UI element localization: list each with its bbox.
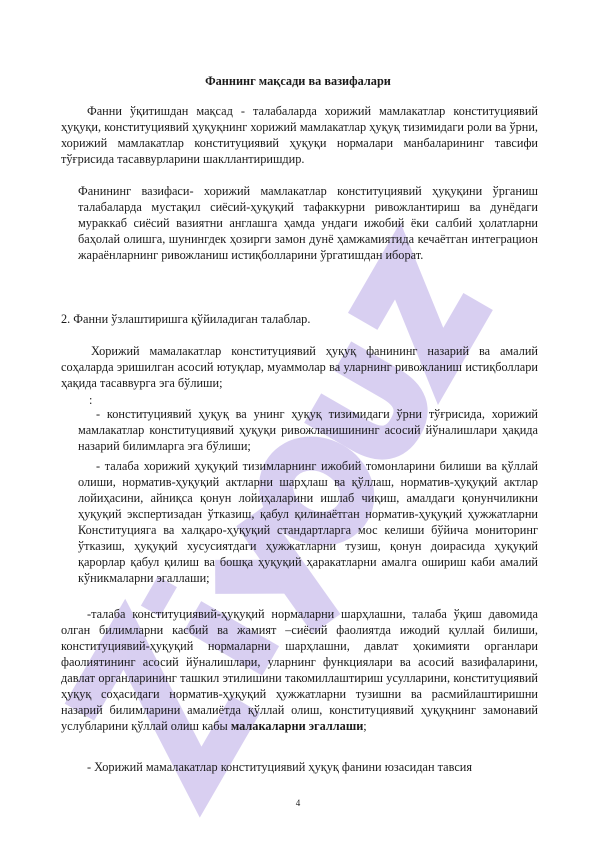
- paragraph-tasks: Фанининг вазифаси- хорижий мамлакатлар конституциявий ҳуқуқини ўрганиш талабаларда мустақил сиёсий-ҳуқуқий тафаккурни ривожлантириш ва дунёдаги мураккаб сиёсий вазиятни англашга ҳамда ундаги ижобий ёки салбий ҳолатларни баҳолай олишга, шунингдек ҳозирги замон дунё ҳамжамиятида кечаётган интеграцион жараёнларнинг ривожланиш истиқболларини ўргатишдан иборат.: [78, 184, 538, 262]
- requirements-intro: Хорижий мамалакатлар конституциявий ҳуқуқ фанининг назарий ва амалий соҳаларда эришилган асосий ютуқлар, муаммолар ва уларнинг ривожланиш истиқболлари ҳақида тасаввурга эга бўлиши;: [61, 344, 538, 390]
- requirement-item: [61, 606, 538, 734]
- requirement-item: - талаба хорижий ҳуқуқий тизимларнинг ижобий томонларини билиши ва қўллай олиши, норматив-ҳуқуқий актларни шарҳлаш ва қўллаш, норматив-ҳуқуқий актлар лойиҳасини, айниқса қонун лойиҳаларини ишлаб чиқиш, амалдаги қонунчиликни ҳуқуқий экспертизадан ўтказиш, қабул қилинаётган норматив-ҳуқуқий ҳужжатларни Конституцияга ва халқаро-ҳуқуқий стандартларга мос келиши бўйича мониторинг ўтказиш, ҳуқуқий хусусиятдаги ҳужжатларни тузиш, қонун доирасида ҳуқуқий қарорлар қабул қилиш ва бошқа ҳуқуқий ҳаракатларни амалга ошириш каби амалий кўникмаларни эгаллаши;: [78, 459, 538, 585]
- page-number: 4: [295, 798, 301, 808]
- requirement-end: ;: [363, 719, 367, 733]
- last-line: - Хорижий мамалакатлар конституциявий ҳуқуқ фанини юзасидан тавсия: [87, 760, 473, 774]
- page-title: Фаннинг мақсади ва вазифалари: [205, 74, 391, 88]
- colon-mark: :: [89, 393, 93, 407]
- requirement-item: - конституциявий ҳуқуқ ва унинг ҳуқуқ тизимидаги ўрни тўғрисида, хорижий мамлакатлар конституциявий ҳуқуқи ривожланишининг асосий йўналишлари ҳақида назарий билимларга эга бўлиши;: [78, 407, 538, 453]
- paragraph-goal: Фанни ўқитишдан мақсад - талабаларда хорижий мамлакатлар конституциявий ҳуқуқи, конституциявий ҳуқуқнинг хорижий мамлакатлар ҳуқуқ тизимидаги роли ва ўрни, хорижий мамлакатлар конституциявий ҳуқуқи нормалари манбаларининг тавсифи тўғрисида тасаввурларини шакллантиришдир.: [61, 104, 538, 166]
- requirement-text: -талаба конституциявий-ҳуқуқий нормаларни шарҳлашни, талаба ўқиш давомида олган билимларни касбий ва жамият –сиёсий фаолиятда ижодий қуллай билиши, конституциявий-ҳуқуқий нормаларни шарҳлашни, давлат ҳокимияти органлари фаолиятининг асосий йўналишлари, уларнинг функциялари ва асосий вазифаларини, давлат органларининг ташкил этилишини такомиллаштириш усулларини, конституциявий ҳуқуқ соҳасидаги норматив-ҳуқуқий ҳужжатларни тузишни ва расмийлаштиришни назарий билимларини амалиётда қўллай олиш, конституциявий ҳуқуқнинг замонавий услубларини қўллай олиш кабы: [61, 607, 538, 733]
- section-heading: 2. Фанни ўзлаштиришга қўйиладиган талаблар.: [61, 312, 311, 326]
- requirement-bold: малакаларни эгаллаши: [230, 719, 364, 733]
